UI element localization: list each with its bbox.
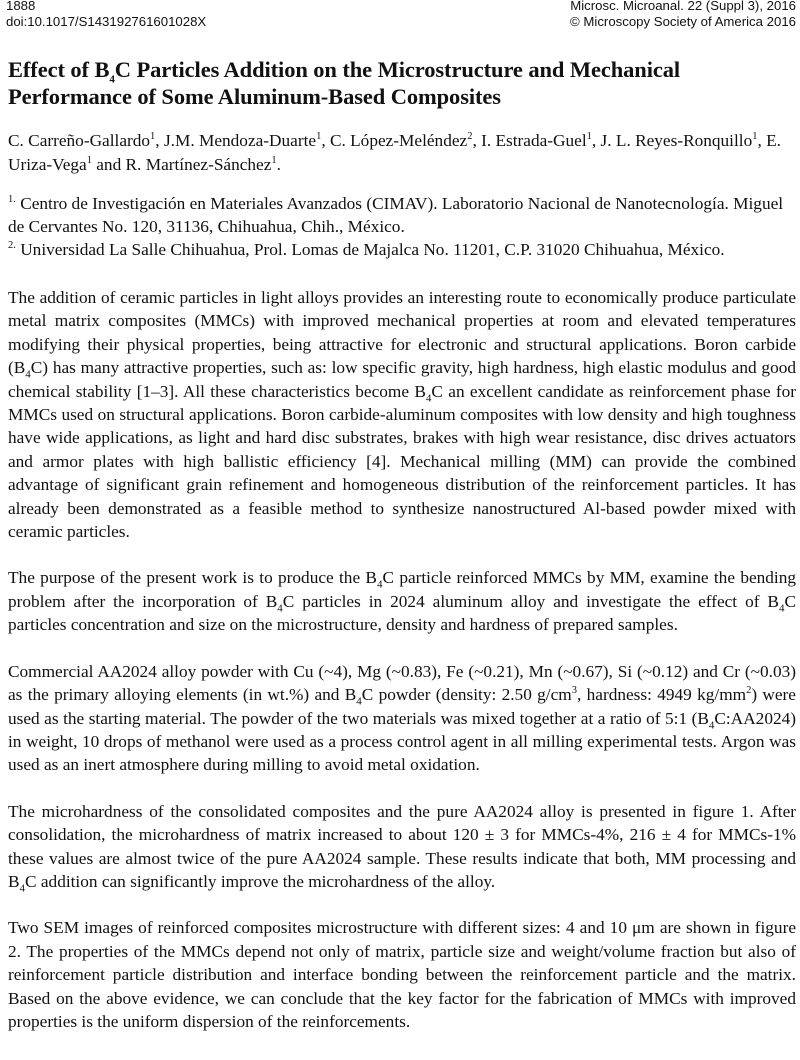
author-list: C. Carreño-Gallardo$^1$, J.M. Mendoza-Duarte$^1$, C. López-Meléndez$^2$, I. Estrada-Guel$^1$, J. L. Reyes-Ronquillo$^1$, E. Uriza-Vega$^1$ and R. Martínez-Sánchez$^1$. [8,131,781,174]
page-header [0,0,800,34]
paragraph-materials: Commercial AA2024 alloy powder with Cu (~4), Mg (~0.83), Fe (~0.21), Mn (~0.67), Si (~0.12) and Cr (~0.03) as the primary alloying elements (in wt.%) and $B_4C$ powder (density: 2.50 $g/cm^3$, hardness: 4949 $kg/mm^2$) were used as the starting material. The powder of the two materials was mixed together at a ratio of 5:1 $(B_4C:AA2024)$ in weight, 10 drops of methanol were used as a process control agent in all milling experimental tests. Argon was used as an inert atmosphere during milling to avoid metal oxidation. [8,661,796,775]
doi: doi:10.1017/S143192761601028X [6,14,207,29]
paragraph-purpose: The purpose of the present work is to produce the $B_4C$ particle reinforced MMCs by MM, examine the bending problem after the incorporation of $B_4C$ particles in 2024 aluminum alloy and investigate the effect of $B_4C$ particles concentration and size on the microstructure, density and hardness of prepared samples. [8,568,796,635]
journal-citation: Microsc. Microanal. 22 (Suppl 3), 2016 [570,0,796,13]
paragraph-microhardness: The microhardness of the consolidated composites and the pure AA2024 alloy is presented in figure 1. After consolidation, the microhardness of matrix increased to about 120 ± 3 for MMCs-4%, 216 ± 4 for MMCs-1% these values are almost twice of the pure AA2024 sample. These results indicate that both, MM processing and $B_4C$ addition can significantly improve the microhardness of the alloy. [8,801,796,895]
article [8,56,796,1033]
copyright: © Microscopy Society of America 2016 [570,14,796,29]
paragraph-sem: Two SEM images of reinforced composites microstructure with different sizes: 4 and 10 μm are shown in figure 2. The properties of the MMCs depend not only of matrix, particle size and weight/volume fraction but also of reinforcement particle distribution and interface bonding between the reinforcement particle and the matrix. Based on the above evidence, we can conclude that the key factor for the fabrication of MMCs with improved properties is the uniform dispersion of the reinforcements. [8,918,796,1031]
affiliations [8,192,796,261]
paper-title: Effect of $B_4C$ Particles Addition on the Microstructure and Mechanical Performance of Some Aluminum-Based Composites [8,57,681,109]
affiliation-1: $^{1.}$ Centro de Investigación en Materiales Avanzados (CIMAV). Laboratorio Nacional de Nanotecnología. Miguel de Cervantes No. 120, 31136, Chihuahua, Chih., México. [8,194,784,236]
header-right [570,0,796,30]
paragraph-intro: The addition of ceramic particles in light alloys provides an interesting route to economically produce particulate metal matrix composites (MMCs) with improved mechanical properties at room and elevated temperatures modifying their physical properties, being attractive for electronic and structural applications. Boron carbide $(B_4C)$ has many attractive properties, such as: low specific gravity, high hardness, high elastic modulus and good chemical stability [1–3]. All these characteristics become $B_4C$ an excellent candidate as reinforcement phase for MMCs used on structural applications. Boron carbide-aluminum composites with low density and high toughness have wide applications, as light and hard disc substrates, brakes with high wear resistance, disc drives actuators and armor plates with high ballistic efficiency [4]. Mechanical milling (MM) can provide the combined advantage of significant grain refinement and homogeneous distribution of the reinforcement particles. It has already been demonstrated as a feasible method to synthesize nanostructured Al-based powder mixed with ceramic particles. [8,288,796,542]
header-left [6,0,206,30]
affiliation-2: $^{2.}$ Universidad La Salle Chihuahua, Prol. Lomas de Majalca No. 11201, C.P. 31020 Chihuahua, México. [8,240,725,259]
page-number: 1888 [6,0,36,13]
